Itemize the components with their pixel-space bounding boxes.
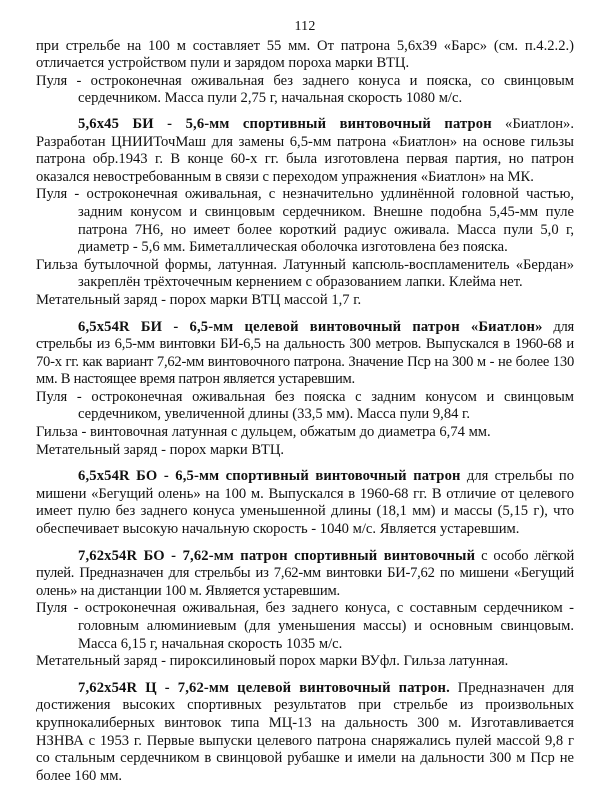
section-intro-text: «Биатлон». Разработан ЦНИИТочМаш для замены 6,5-мм патрона «Биатлон» на основе гильзы патрона обр.1943 г. В конце 60-х гг. была изготовлена первая партия, но патрон оказался невостребованным в связи с переходом упражнения «Биатлон» на МК. (36, 115, 574, 185)
section-7-62x54r-bo (36, 548, 574, 671)
section-intro-text: для стрельбы из 6,5-мм винтовки БИ-6,5 на дальность 300 метров. Выпускался в 1960-68 и 70-х гг. как вариант 7,62-мм винтовочного патрона. Значение Пср на 300 м - не более 130 мм. В настоящее время патрон является устаревшим. (36, 318, 574, 388)
section-continuation (36, 38, 574, 108)
section-intro (36, 468, 574, 538)
bullet-description: Пуля - остроконечная оживальная без пояска с задним конусом и свинцовым сердечником, увеличенной длины (33,5 мм). Масса пули 9,84 г. (36, 388, 574, 423)
section-intro (36, 319, 574, 389)
section-6-5x54r-bi (36, 319, 574, 460)
bullet-description: Пуля - остроконечная оживальная, без заднего конуса, с составным сердечником - головным алюминиевым (для уменьшения массы) и основным свинцовым. Масса 6,15 г, начальная скорость 1035 м/с. (36, 600, 574, 652)
section-intro-text: для стрельбы по мишени «Бегущий олень» на 100 м. Выпускался в 1960-68 гг. В отличие от целевого имеет пулю без заднего конуса уменьшенной длины (18,1 мм) и массы (5,15 г), что обеспечивает высокую начальную скорость - 1040 м/с. Является устаревшим. (36, 468, 574, 538)
section-7-62x54r-c (36, 680, 574, 786)
section-intro (36, 680, 574, 786)
section-intro (36, 116, 574, 186)
section-intro-text: Предназначен для достижения высоких спортивных результатов при стрельбе из произвольных крупнокалиберных винтовок типа МЦ-13 на дальность 300 м. Изготавливается НЗНВА с 1953 г. Первые выпуски целевого патрона снаряжались пулей массой 9,8 г со стальным сердечником в свинцовой рубашке и имели на дальности 300 м Пср не более 160 мм. (36, 679, 575, 784)
section-5-6x45-bi (36, 116, 574, 310)
bullet-description: Пуля - остроконечная оживальная, с незначительно удлинённой головной частью, задним конусом и свинцовым сердечником. Внешне подобна 5,45-мм пуле патрона 7Н6, но имеет более короткий радиус оживала. Масса пули 5,0 г, диаметр - 5,6 мм. Биметаллическая оболочка изготовлена без пояска. (36, 186, 574, 256)
section-intro-text: с особо лёгкой пулей. Предназначен для стрельбы из 7,62-мм винтовки БИ-7,62 по мишени «Бегущий олень» на дистанции 100 м. Является устаревшим. (36, 547, 574, 599)
section-heading: 6,5х54R БИ - 6,5-мм целевой винтовочный патрон «Биатлон» (78, 318, 543, 335)
section-intro (36, 548, 574, 601)
case-description: Гильза - винтовочная латунная с дульцем, обжатым до диаметра 6,74 мм. (36, 424, 491, 441)
charge-description: Метательный заряд - порох марки ВТЦ массой 1,7 г. (36, 291, 362, 308)
paragraph: при стрельбе на 100 м составляет 55 мм. От патрона 5,6х39 «Барс» (см. п.4.2.2.) отличается устройством пули и зарядом пороха марки ВТЦ. (36, 37, 574, 72)
section-heading: 6,5х54R БО - 6,5-мм спортивный винтовочный патрон (78, 468, 461, 485)
charge-description: Метательный заряд - порох марки ВТЦ. (36, 441, 285, 458)
document-page (36, 18, 574, 785)
page-number: 112 (294, 19, 316, 34)
section-6-5x54r-bo (36, 468, 574, 538)
section-heading: 5,6х45 БИ - 5,6-мм спортивный винтовочный патрон (78, 115, 492, 132)
section-heading: 7,62х54R БО - 7,62-мм патрон спортивный винтовочный (78, 547, 476, 564)
case-description: Гильза бутылочной формы, латунная. Латунный капсюль-воспламенитель «Бердан» закреплён трёхточечным кернением с образованием лапки. Клейма нет. (36, 256, 574, 291)
bullet-description: Пуля - остроконечная оживальная без заднего конуса и пояска, со свинцовым сердечником. Масса пули 2,75 г, начальная скорость 1080 м/с. (36, 72, 574, 107)
section-heading: 7,62х54R Ц - 7,62-мм целевой винтовочный патрон. (78, 679, 450, 696)
charge-description: Метательный заряд - пироксилиновый порох марки ВУфл. Гильза латунная. (36, 653, 509, 670)
